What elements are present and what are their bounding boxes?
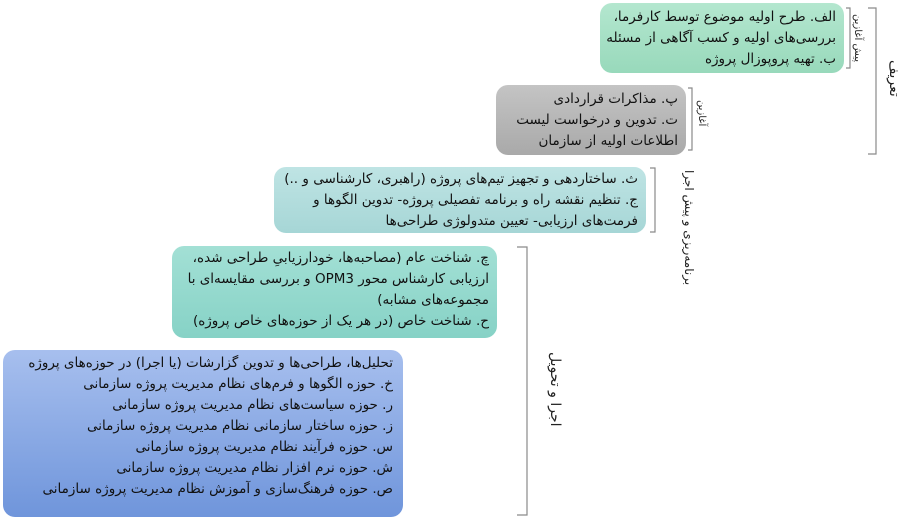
box-line: ر. حوزه سیاست‌های نظام مدیریت پروژه سازمانی [112,397,393,413]
label-pre-start: پیش آغازین [852,14,863,63]
box-line: ت. تدوین و درخواست لیست [516,112,678,128]
box-start-steps [496,85,686,155]
box-line: الف. طرح اولیه موضوع توسط کارفرما، [613,9,836,25]
box-line: بررسی‌های اولیه و کسب آگاهی از مسئله [606,30,836,46]
box-line: ش. حوزه نرم افزار نظام مدیریت پروژه سازمانی [116,460,393,476]
box-recognition-steps [172,246,497,338]
label-start: آغازین [696,100,707,127]
box-line: تحلیل‌ها، طراحی‌ها و تدوین گزارشات (یا اجرا) در حوزه‌های پروژه [28,355,393,371]
box-line: ارزیابی کارشناس محور OPM3 و بررسی مقایسه‌ای با [187,271,489,287]
box-pre-start-steps [600,3,844,73]
box-line: فرمت‌های ارزیابی- تعیین متدولوژی طراحی‌ها [385,213,638,229]
box-line: پ. مذاکرات قراردادی [553,91,678,107]
box-line: اطلاعات اولیه از سازمان [538,133,678,149]
label-execution: اجرا و تحویل [547,352,563,427]
box-line: ز. حوزه ساختار سازمانی نظام مدیریت پروژه سازمانی [87,418,393,434]
box-line: ج. تنظیم نقشه راه و برنامه تفصیلی پروژه- تدوین الگوها و [313,192,638,208]
box-analysis-domains [3,350,403,517]
box-line: چ. شناخت عام (مصاحبه‌ها، خودارزیابیِ طراحی شده، [192,250,489,266]
box-line: ث. ساختاردهی و تجهیز تیم‌های پروژه (راهبری، کارشناسی و ..) [284,171,638,187]
label-planning: برنامه‌ریزی و پیش اجرا [682,170,696,286]
box-planning-steps [274,167,646,233]
box-line: خ. حوزه الگوها و فرم‌های نظام مدیریت پروژه سازمانی [83,376,393,392]
box-line: س. حوزه فرآیند نظام مدیریت پروژه سازمانی [135,439,393,455]
box-line: ح. شناخت خاص (در هر یک از حوزه‌های خاص پروژه) [192,313,489,329]
box-line: ب. تهیه پروپوزال پروژه [704,51,836,67]
box-line: ص. حوزه فرهنگ‌سازی و آموزش نظام مدیریت پروژه سازمانی [42,481,393,497]
label-definition: تعریف [886,60,902,97]
box-line: مجموعه‌های مشابه) [377,292,489,308]
